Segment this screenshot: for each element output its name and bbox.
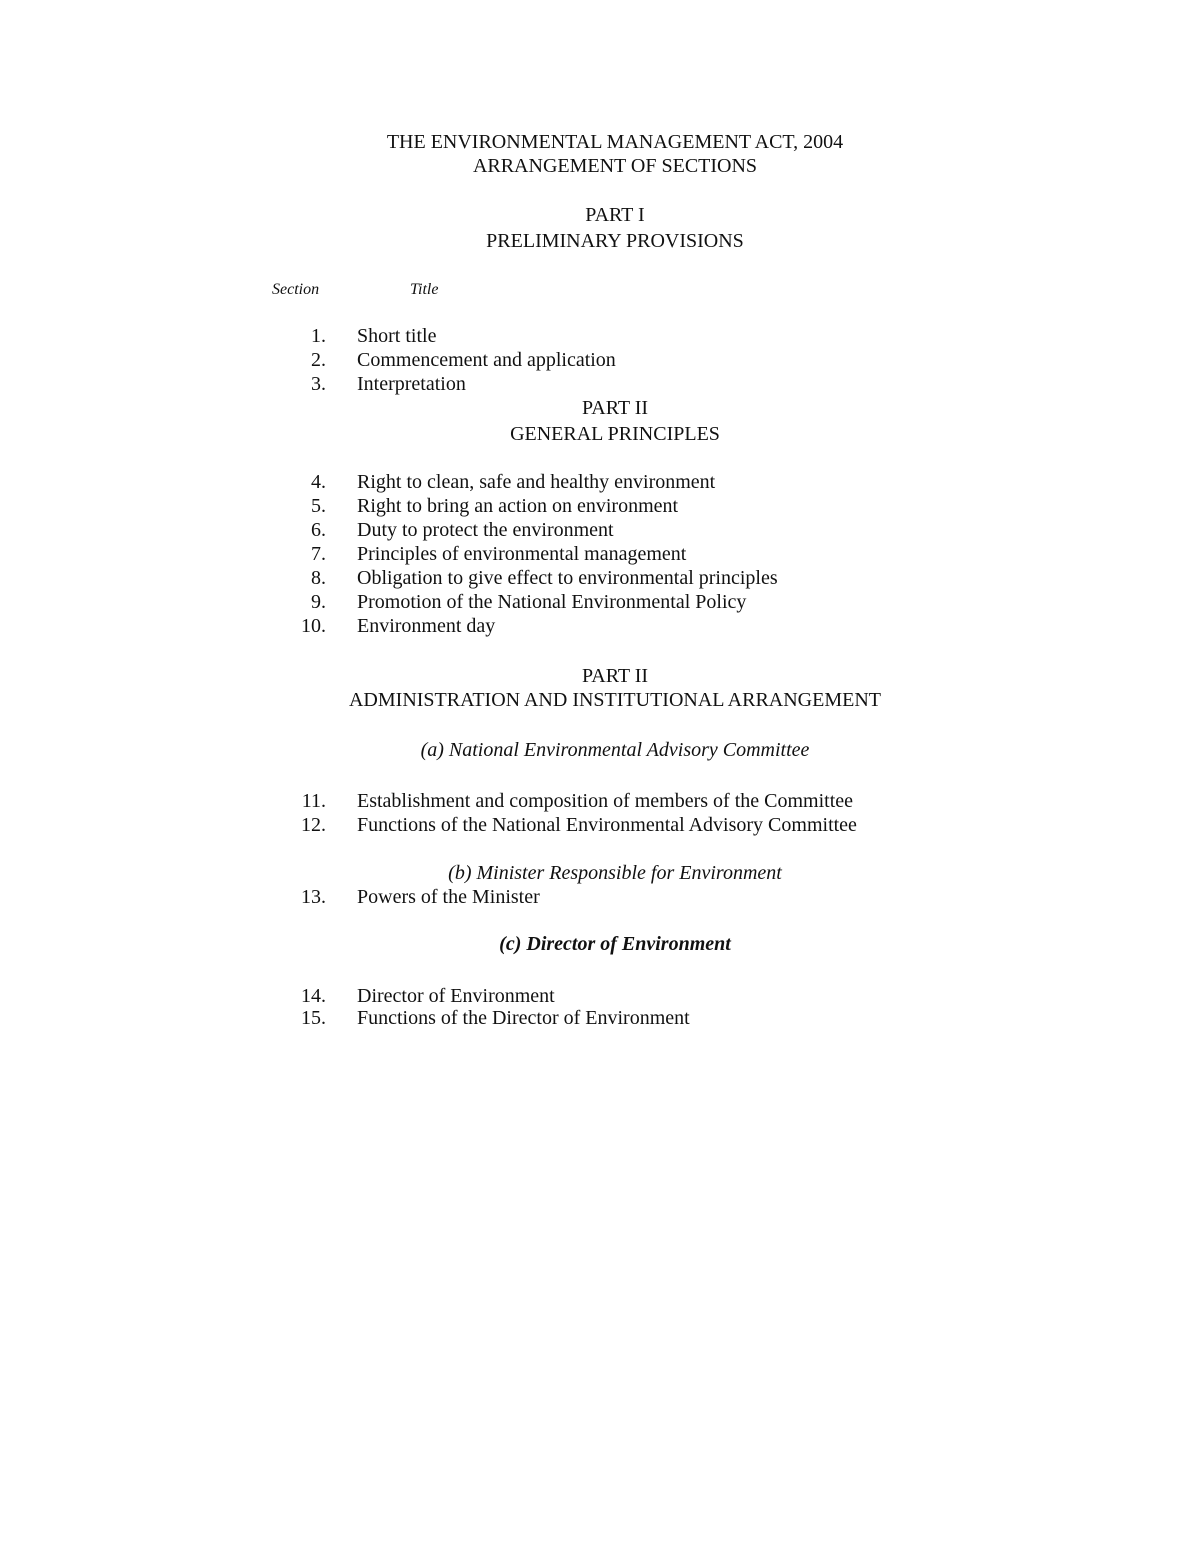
section-title: Duty to protect the environment [357, 519, 614, 541]
part-2-label: PART II [581, 397, 649, 419]
part-3-label: PART II [581, 665, 649, 687]
section-title: Interpretation [357, 373, 466, 395]
section-row [300, 885, 920, 909]
section-row [300, 590, 920, 614]
section-row [300, 324, 920, 348]
section-title: Commencement and application [357, 349, 616, 371]
section-title: Promotion of the National Environmental Policy [357, 591, 747, 613]
section-number: 13. [301, 886, 326, 908]
subpart-heading-a: (a) National Environmental Advisory Committee [420, 739, 810, 761]
section-title: Right to clean, safe and healthy environment [357, 471, 716, 493]
section-row [300, 813, 920, 837]
section-title: Establishment and composition of members of the Committee [357, 790, 854, 812]
section-title: Functions of the Director of Environment [357, 1007, 690, 1029]
section-number: 2. [311, 349, 326, 371]
section-row [300, 518, 920, 542]
section-number: 15. [301, 1007, 326, 1029]
column-header-section: Section [272, 281, 320, 298]
section-number: 11. [301, 790, 326, 812]
section-row [300, 348, 920, 372]
section-number: 3. [311, 373, 326, 395]
section-number: 1. [311, 325, 326, 347]
section-title: Director of Environment [357, 985, 555, 1007]
section-number: 4. [311, 471, 326, 493]
subpart-heading-c: (c) Director of Environment [499, 933, 731, 955]
section-title: Environment day [357, 615, 496, 637]
part-1-heading: PRELIMINARY PROVISIONS [486, 230, 744, 252]
column-header-title: Title [410, 281, 439, 298]
section-title: Powers of the Minister [357, 886, 540, 908]
section-row [300, 494, 920, 518]
section-number: 9. [311, 591, 326, 613]
section-row [300, 789, 920, 813]
part-3-heading: ADMINISTRATION AND INSTITUTIONAL ARRANGEMENT [348, 689, 881, 711]
section-title: Short title [357, 325, 437, 347]
section-row [300, 984, 920, 1008]
section-row [300, 470, 920, 494]
section-number: 10. [301, 615, 326, 637]
section-row [300, 1006, 920, 1030]
section-title: Functions of the National Environmental Advisory Committee [357, 814, 857, 836]
section-number: 12. [301, 814, 326, 836]
section-row [300, 372, 920, 396]
section-title: Right to bring an action on environment [357, 495, 679, 517]
section-number: 5. [311, 495, 326, 517]
section-number: 6. [311, 519, 326, 541]
part-2-heading: GENERAL PRINCIPLES [510, 423, 720, 445]
section-row [300, 542, 920, 566]
document-subtitle: ARRANGEMENT OF SECTIONS [472, 155, 758, 177]
section-row [300, 566, 920, 590]
section-number: 8. [311, 567, 326, 589]
section-number: 14. [301, 985, 326, 1007]
subpart-heading-b: (b) Minister Responsible for Environment [448, 862, 782, 884]
document-title: THE ENVIRONMENTAL MANAGEMENT ACT, 2004 [386, 131, 844, 153]
section-row [300, 614, 920, 638]
part-1-label: PART I [585, 204, 645, 226]
section-title: Obligation to give effect to environmental principles [357, 567, 778, 589]
section-number: 7. [311, 543, 326, 565]
section-title: Principles of environmental management [357, 543, 687, 565]
